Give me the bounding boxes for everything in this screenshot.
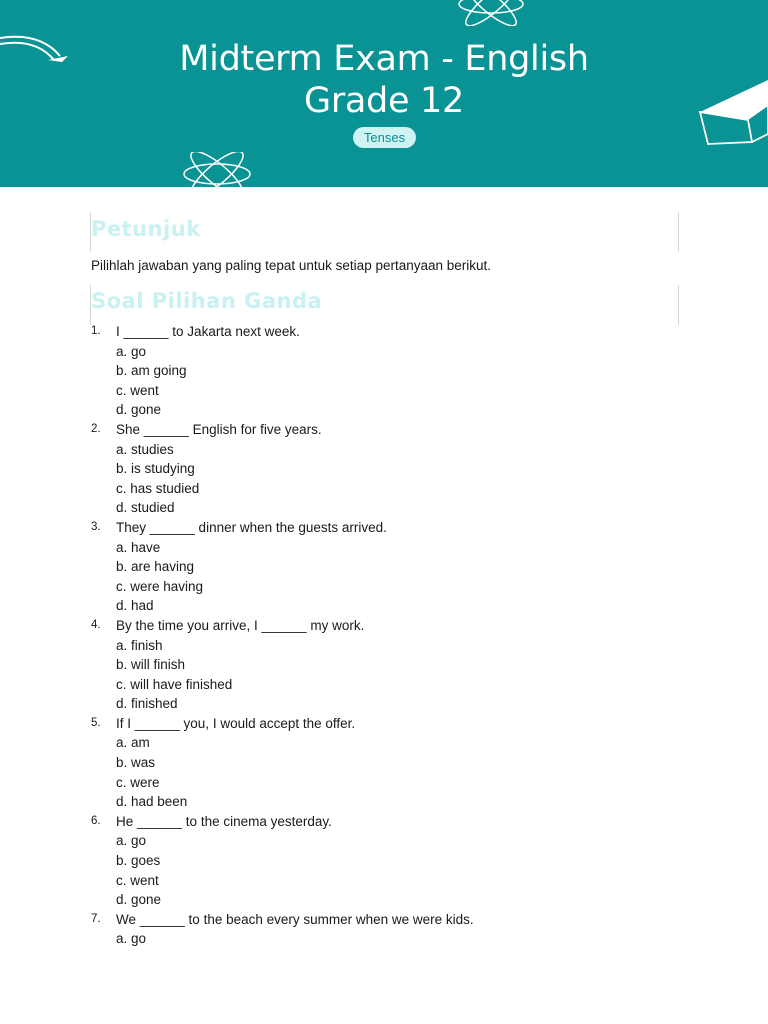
answer-option: a. go (116, 931, 147, 947)
topic-badge: Tenses (353, 127, 416, 148)
question-text: I ______ to Jakarta next week. (116, 324, 300, 339)
title-line-2: Grade 12 (304, 81, 464, 121)
answer-option: b. are having (116, 559, 195, 575)
question-text: He ______ to the cinema yesterday. (116, 813, 332, 829)
question-item (91, 518, 691, 616)
question-stem (91, 518, 691, 538)
question-number: 2. (91, 422, 101, 435)
atom-decoration-icon (180, 152, 254, 187)
question-text: If I ______ you, I would accept the offer. (116, 715, 356, 731)
question-number: 5. (91, 716, 101, 729)
answer-option: c. were (116, 774, 160, 790)
answer-option: a. have (116, 539, 161, 555)
question-text: We ______ to the beach every summer when we were kids. (116, 911, 474, 927)
answer-option: d. gone (116, 892, 162, 908)
answer-option: c. were having (116, 578, 204, 594)
question-item (91, 322, 691, 420)
question-item (91, 910, 691, 949)
question-number: 1. (91, 325, 101, 337)
atom-decoration-icon (455, 0, 527, 26)
answer-option: d. had been (116, 794, 188, 810)
answer-option: b. am going (116, 363, 187, 379)
question-stem (91, 322, 691, 342)
instructions-title: Petunjuk (91, 217, 201, 241)
answer-option: c. will have finished (116, 676, 233, 692)
question-stem (91, 812, 691, 832)
instructions-text: Pilihlah jawaban yang paling tepat untuk setiap pertanyaan berikut. (91, 258, 492, 273)
answer-option: d. had (116, 598, 154, 614)
answer-option: d. gone (116, 402, 162, 418)
answer-option: b. goes (116, 853, 161, 869)
header-banner (0, 0, 768, 187)
question-text: By the time you arrive, I ______ my work. (116, 617, 365, 633)
answer-option: c. has studied (116, 480, 200, 496)
answer-option: b. is studying (116, 461, 195, 477)
question-item (91, 616, 691, 714)
answer-option: b. was (116, 755, 156, 771)
question-text: They ______ dinner when the guests arrived. (116, 519, 387, 535)
question-stem (91, 714, 691, 734)
answer-option: d. finished (116, 696, 178, 712)
question-stem (91, 910, 691, 930)
answer-option: a. studies (116, 441, 174, 457)
answer-option: a. go (116, 343, 147, 359)
question-number: 4. (91, 618, 101, 631)
mcq-title: Soal Pilihan Ganda (91, 289, 323, 313)
title-line-1: Midterm Exam - English (179, 39, 589, 79)
answer-option: a. am (116, 735, 150, 751)
answer-option: c. went (116, 382, 159, 398)
question-item (91, 714, 691, 812)
question-item (91, 812, 691, 910)
answer-option: d. studied (116, 500, 175, 516)
question-number: 3. (91, 520, 101, 533)
question-text: She ______ English for five years. (116, 421, 322, 437)
question-number: 7. (91, 912, 101, 925)
question-list (91, 322, 691, 949)
answer-option: c. went (116, 872, 159, 888)
page-title (0, 38, 768, 122)
question-item (91, 420, 691, 518)
answer-option: a. go (116, 833, 147, 849)
answer-option: b. will finish (116, 657, 186, 673)
section-divider-right (678, 212, 679, 252)
question-stem (91, 616, 691, 636)
answer-option: a. finish (116, 637, 163, 653)
section-divider-right (678, 285, 679, 325)
question-stem (91, 420, 691, 440)
question-number: 6. (91, 814, 101, 827)
